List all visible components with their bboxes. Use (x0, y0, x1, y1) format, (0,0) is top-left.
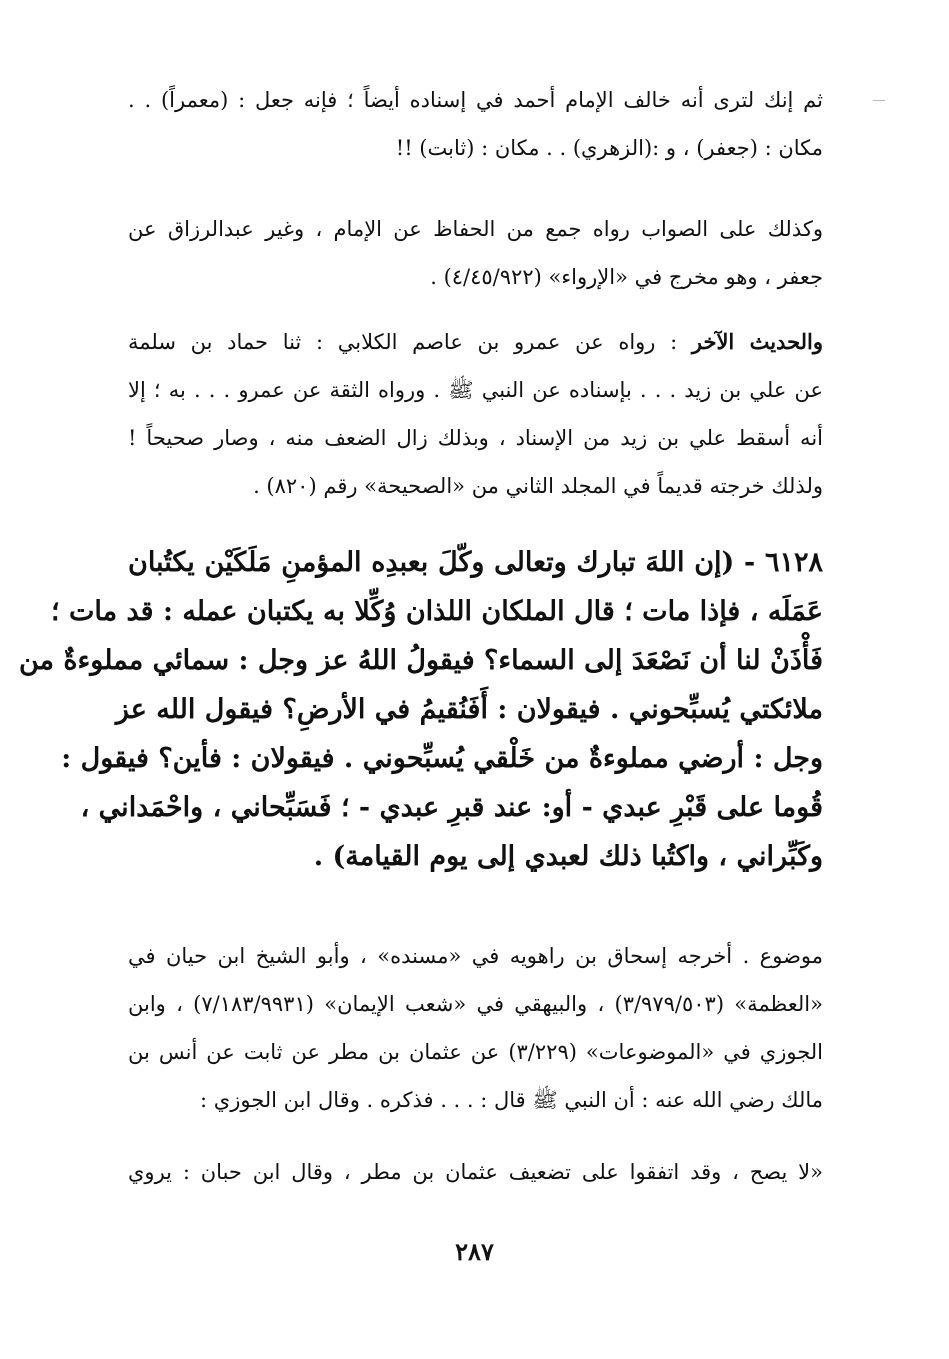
hadith-line: ملائكتي يُسبِّحوني . فيقولان : أَفَنُقيمُ في الأرضِ؟ فيقول الله عز (115, 694, 823, 725)
text-line: مالك رضي الله عنه : أن النبي ﷺ قال : . . . فذكره . وقال ابن الجوزي : (200, 1088, 823, 1112)
hadith-line: قُوما على قَبْرِ عبدي - أو: عند قبرِ عبدي - ؛ فَسَبِّحاني ، واحْمَداني ، (80, 792, 823, 823)
hadith-line: وجل : أرضي مملوءةٌ من خَلْقي يُسبِّحوني . فيقولان : فأين؟ فيقول : (61, 743, 823, 774)
edge-mark (873, 100, 885, 101)
hadith-line: ٦١٢٨ - (إن اللهَ تبارك وتعالى وكّلَ بعبدِه المؤمنِ مَلَكَيْن يكتُبان (128, 547, 823, 578)
text-line: «لا يصح ، وقد اتفقوا على تضعيف عثمان بن مطر ، وقال ابن حبان : يروي (128, 1160, 823, 1184)
page-number: ٢٨٧ (455, 1237, 494, 1266)
text-line: «العظمة» (٣/٩٧٩/٥٠٣) ، والبيهقي في «شعب الإيمان» (٧/١٨٣/٩٩٣١) ، وابن (128, 992, 823, 1016)
text-line: أنه أسقط علي بن زيد من الإسناد ، وبذلك زال الضعف منه ، وصار صحيحاً ! (128, 426, 823, 450)
text-line: عن علي بن زيد . . . بإسناده عن النبي ﷺ . ورواه الثقة عن عمرو . . . به ؛ إلا (128, 378, 823, 402)
paragraph-verdict (128, 932, 823, 1124)
hadith-line: فَأْذَنْ لنا أن نَصْعَدَ إلى السماء؟ فيقولُ اللهُ عز وجل : سمائي مملوءةٌ من (18, 645, 823, 676)
paragraph-commentary-1 (128, 76, 823, 172)
text-line: وكذلك على الصواب رواه جمع من الحفاظ عن الإمام ، وغير عبدالرزاق عن (128, 217, 823, 241)
text-line (128, 318, 823, 366)
text-line: جعفر ، وهو مخرج في «الإرواء» (٤/٤٥/٩٢٢) . (430, 265, 823, 289)
paragraph-other-hadith (128, 318, 823, 510)
text-line: الجوزي في «الموضوعات» (٣/٢٢٩) عن عثمان بن مطر عن ثابت عن أنس بن (128, 1040, 824, 1064)
hadith-text-6128 (18, 538, 823, 881)
text-line: مكان : (جعفر) ، و :(الزهري) . . مكان : (ثابت) !! (395, 136, 823, 160)
text-line: ولذلك خرجته قديماً في المجلد الثاني من «الصحيحة» رقم (٨٢٠) . (253, 474, 823, 498)
text-line-rest: : رواه عن عمرو بن عاصم الكلابي : ثنا حماد بن سلمة (128, 330, 692, 354)
text-line: موضوع . أخرجه إسحاق بن راهويه في «مسنده» ، وأبو الشيخ ابن حيان في (128, 944, 823, 968)
paragraph-quote (128, 1148, 823, 1196)
paragraph-commentary-2 (128, 205, 823, 301)
hadith-line: وكَبِّراني ، واكتُبا ذلك لعبدي إلى يوم القيامة) . (313, 841, 823, 872)
paragraph-lead: والحديث الآخر (691, 329, 824, 354)
hadith-line: عَمَلَه ، فإذا مات ؛ قال الملكان اللذان وُكِّلا به يكتبان عمله : قد مات ؛ (51, 596, 823, 627)
text-line: ثم إنك لترى أنه خالف الإمام أحمد في إسناده أيضاً ؛ فإنه جعل : (معمراً) . . (128, 88, 823, 112)
